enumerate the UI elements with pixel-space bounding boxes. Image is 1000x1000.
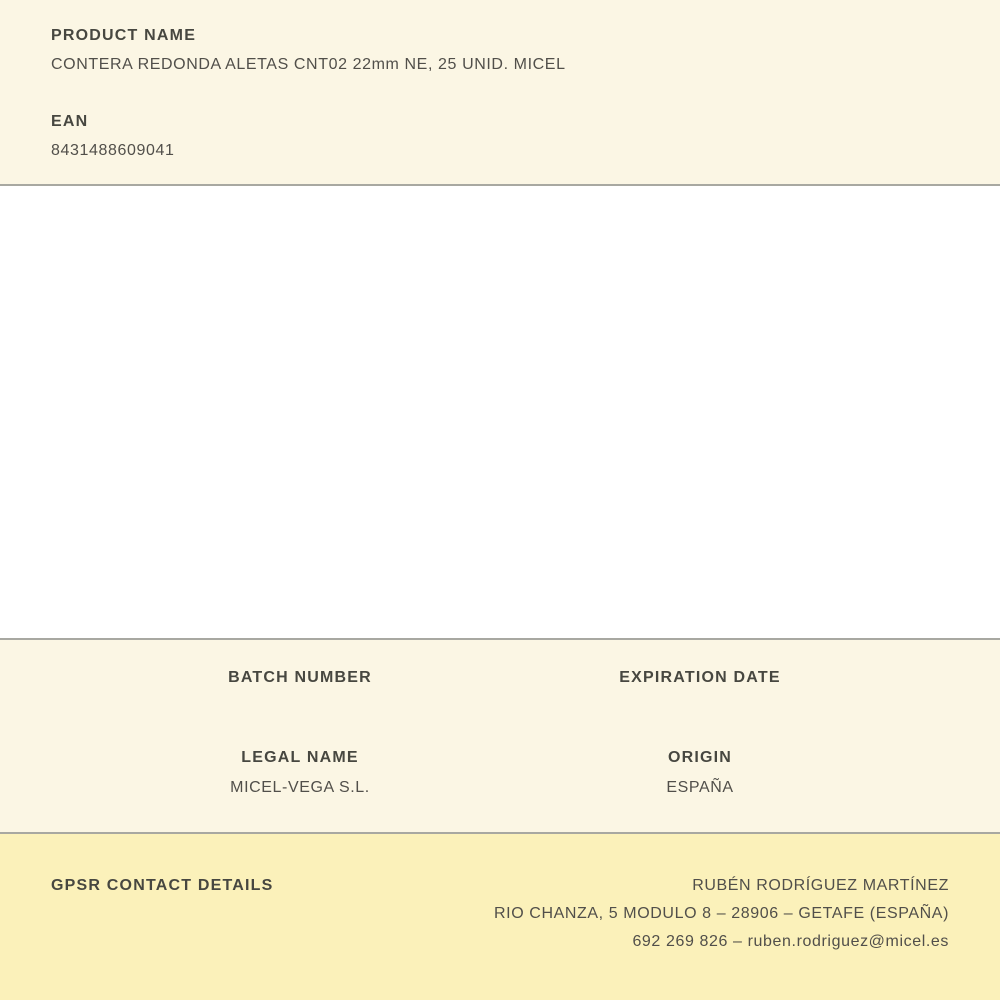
- origin-cell: [500, 748, 900, 798]
- batch-number-cell: [100, 668, 500, 718]
- expiration-date-label: EXPIRATION DATE: [619, 669, 781, 686]
- legal-name-label: LEGAL NAME: [241, 749, 359, 766]
- details-row-legal-origin: [100, 748, 900, 798]
- details-section: [0, 640, 1000, 834]
- batch-number-label: BATCH NUMBER: [228, 669, 372, 686]
- product-image-area: [0, 186, 1000, 640]
- gpsr-contact-block: [494, 876, 949, 952]
- batch-number-value: [100, 698, 500, 718]
- ean-label: EAN: [51, 113, 89, 130]
- legal-name-value: MICEL-VEGA S.L.: [230, 779, 370, 796]
- product-header-section: [0, 0, 1000, 186]
- expiration-date-cell: [500, 668, 900, 718]
- product-name-value: CONTERA REDONDA ALETAS CNT02 22mm NE, 25 UNID. MICEL: [51, 56, 566, 73]
- origin-label: ORIGIN: [667, 749, 733, 766]
- contact-name: RUBÉN RODRÍGUEZ MARTÍNEZ: [692, 877, 949, 894]
- expiration-date-value: [500, 698, 900, 718]
- contact-phone-email: 692 269 826 – ruben.rodriguez@micel.es: [632, 933, 949, 950]
- details-row-batch-expiration: [100, 668, 900, 718]
- origin-value: ESPAÑA: [666, 779, 734, 796]
- product-name-label: PRODUCT NAME: [51, 27, 197, 44]
- product-name-block: [51, 26, 949, 75]
- gpsr-label: GPSR CONTACT DETAILS: [51, 877, 274, 894]
- legal-name-cell: [100, 748, 500, 798]
- contact-address: RIO CHANZA, 5 MODULO 8 – 28906 – GETAFE (ESPAÑA): [494, 905, 949, 922]
- gpsr-section: [0, 834, 1000, 1000]
- ean-block: [51, 112, 949, 161]
- ean-value: 8431488609041: [51, 142, 175, 159]
